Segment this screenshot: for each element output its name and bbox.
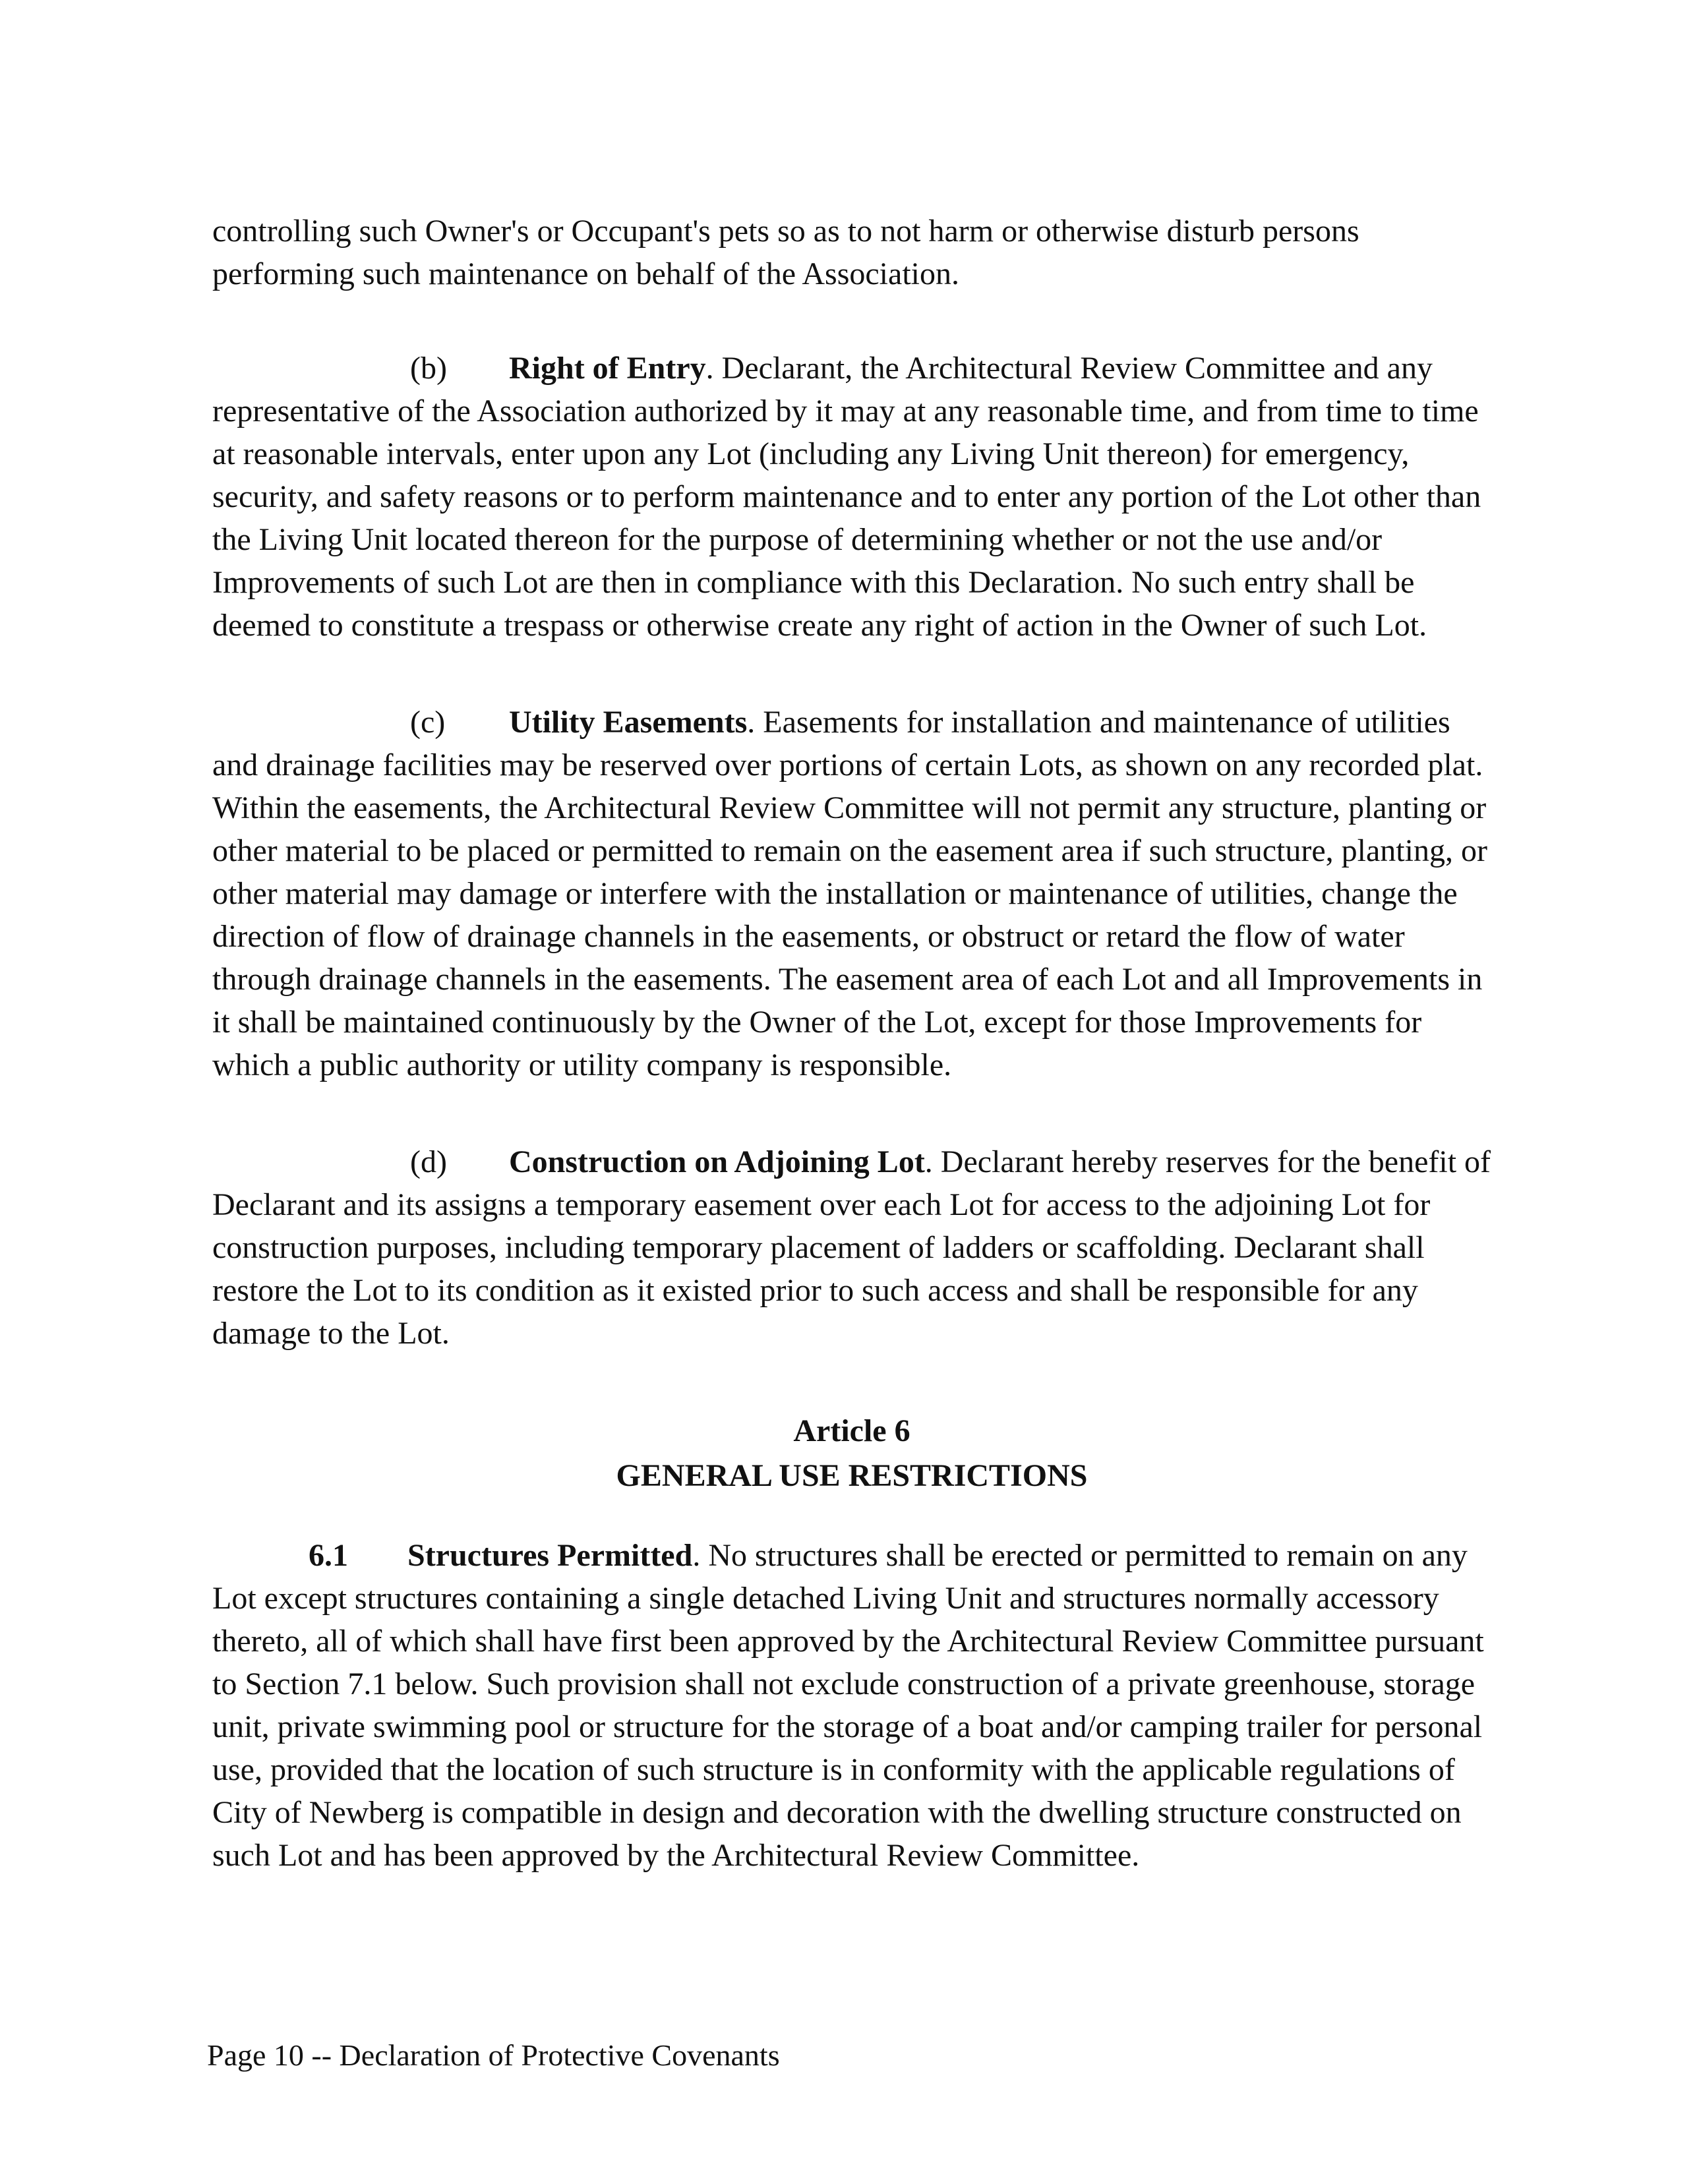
page-footer: Page 10 -- Declaration of Protective Covenants xyxy=(207,2038,780,2072)
section-number: 6.1 xyxy=(309,1538,348,1573)
article-number: Article 6 xyxy=(793,1413,910,1448)
section-6-1 xyxy=(212,1534,1491,1877)
article-heading xyxy=(212,1409,1491,1498)
article-title: GENERAL USE RESTRICTIONS xyxy=(616,1458,1088,1493)
subsection-b xyxy=(212,347,1491,647)
subsection-title: Utility Easements xyxy=(509,705,748,740)
section-text: . No structures shall be erected or permitted to remain on any Lot except structures containing a single detached Living Unit and structures normally accessory thereto, all of which shall have first been approved by the Architectural Review Committee pursuant to Section 7.1 below. Such provision shall not exclude construction of a private greenhouse, storage unit, private swimming pool or structure for the storage of a boat and/or camping trailer for personal use, provided that the location of such structure is in conformity with the applicable regulations of City of Newberg is compatible in design and decoration with the dwelling structure constructed on such Lot and has been approved by the Architectural Review Committee. xyxy=(212,1538,1484,1873)
subsection-marker: (d) xyxy=(410,1144,447,1179)
subsection-title: Construction on Adjoining Lot xyxy=(509,1144,925,1179)
subsection-c xyxy=(212,701,1491,1086)
subsection-text: . Declarant hereby reserves for the benefit of Declarant and its assigns a temporary easement over each Lot for access to the adjoining Lot for construction purposes, including temporary placement of ladders or scaffolding. Declarant shall restore the Lot to its condition as it existed prior to such access and shall be responsible for any damage to the Lot. xyxy=(212,1144,1491,1351)
section-title: Structures Permitted xyxy=(407,1538,693,1573)
subsection-marker: (b) xyxy=(410,351,447,386)
subsection-marker: (c) xyxy=(410,705,446,740)
continuation-paragraph: controlling such Owner's or Occupant's pets so as to not harm or otherwise disturb persons performing such maintenance on behalf of the Association. xyxy=(212,214,1359,291)
subsection-text: . Declarant, the Architectural Review Committee and any representative of the Association authorized by it may at any reasonable time, and from time to time at reasonable intervals, enter upon any Lot (including any Living Unit thereon) for emergency, security, and safety reasons or to perform maintenance and to enter any portion of the Lot other than the Living Unit located thereon for the purpose of determining whether or not the use and/or Improvements of such Lot are then in compliance with this Declaration. No such entry shall be deemed to constitute a trespass or otherwise create any right of action in the Owner of such Lot. xyxy=(212,351,1481,643)
subsection-text: . Easements for installation and maintenance of utilities and drainage facilities may be reserved over portions of certain Lots, as shown on any recorded plat. Within the easements, the Architectural Review Committee will not permit any structure, planting or other material to be placed or permitted to remain on the easement area if such structure, planting, or other material may damage or interfere with the installation or maintenance of utilities, change the direction of flow of drainage channels in the easements, or obstruct or retard the flow of water through drainage channels in the easements. The easement area of each Lot and all Improvements in it shall be maintained continuously by the Owner of the Lot, except for those Improvements for which a public authority or utility company is responsible. xyxy=(212,705,1487,1082)
subsection-title: Right of Entry xyxy=(509,351,706,386)
subsection-d xyxy=(212,1140,1491,1355)
document-body xyxy=(212,210,1491,1877)
